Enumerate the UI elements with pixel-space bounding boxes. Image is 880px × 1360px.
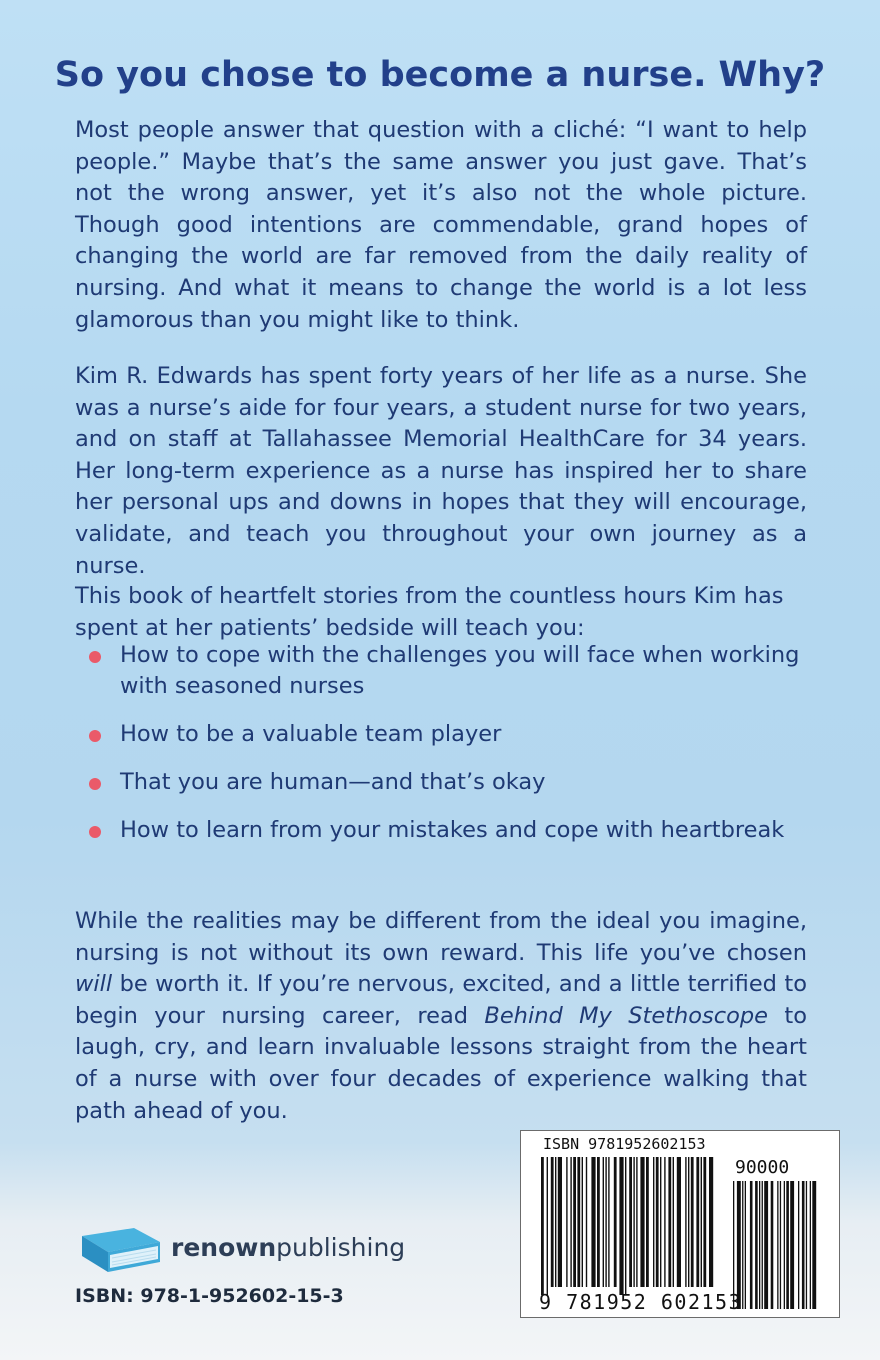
list-item: How to cope with the challenges you will face when working with seasoned nurses xyxy=(75,640,805,702)
list-item: That you are human—and that’s okay xyxy=(75,767,805,798)
cover-title: So you chose to become a nurse. Why? xyxy=(54,55,826,95)
book-title-emphasis: Behind My Stethoscope xyxy=(484,1002,769,1029)
closing-paragraph: While the realities may be different from the ideal you imagine, nursing is not without its own reward. This life you’ve chosen will be worth it. If you’re nervous, excited, and a little terrified to begin your nursing career, read Behind My Stethoscope to laugh, cry, and learn invaluable lessons straight from the heart of a nurse with over four decades of experience walking that path ahead of you. xyxy=(75,908,807,1124)
lessons-list xyxy=(75,640,805,863)
book-icon xyxy=(76,1222,166,1282)
publisher-logo xyxy=(76,1222,406,1282)
publisher-name: renownpublishing xyxy=(171,1233,406,1262)
bullet-dot-icon xyxy=(89,730,101,742)
barcode-isbn: ISBN 9781952602153 xyxy=(543,1135,706,1153)
bullet-dot-icon xyxy=(89,651,101,663)
barcode-digits: 9 781952 602153 xyxy=(539,1290,743,1314)
bullet-dot-icon xyxy=(89,778,101,790)
barcode-addon-number: 90000 xyxy=(735,1157,790,1178)
list-item: How to be a valuable team player xyxy=(75,719,805,750)
author-paragraph: Kim R. Edwards has spent forty years of her life as a nurse. She was a nurse’s aide for four years, a student nurse for two years, and on staff at Tallahassee Memorial HealthCare for 34 years. Her long-term experience as a nurse has inspired her to share her personal ups and downs in hopes that they will encourage, validate, and teach you throughout your own journey as a nurse. xyxy=(75,363,807,579)
list-item: How to learn from your mistakes and cope with heartbreak xyxy=(75,815,805,846)
bullet-dot-icon xyxy=(89,826,101,838)
isbn-label: ISBN: 978-1-952602-15-3 xyxy=(75,1285,344,1307)
intro-paragraph: Most people answer that question with a cliché: “I want to help people.” Maybe that’s the same answer you just gave. That’s not the wrong answer, yet it’s also not the whole picture. Though good intentions are commendable, grand hopes of changing the world are far removed from the daily reality of nursing. And what it means to change the world is a lot less glamorous than you might like to think. xyxy=(75,117,807,333)
lessons-intro-paragraph: This book of heartfelt stories from the countless hours Kim has spent at her patients’ bedside will teach you: xyxy=(75,583,784,641)
barcode xyxy=(520,1130,840,1318)
